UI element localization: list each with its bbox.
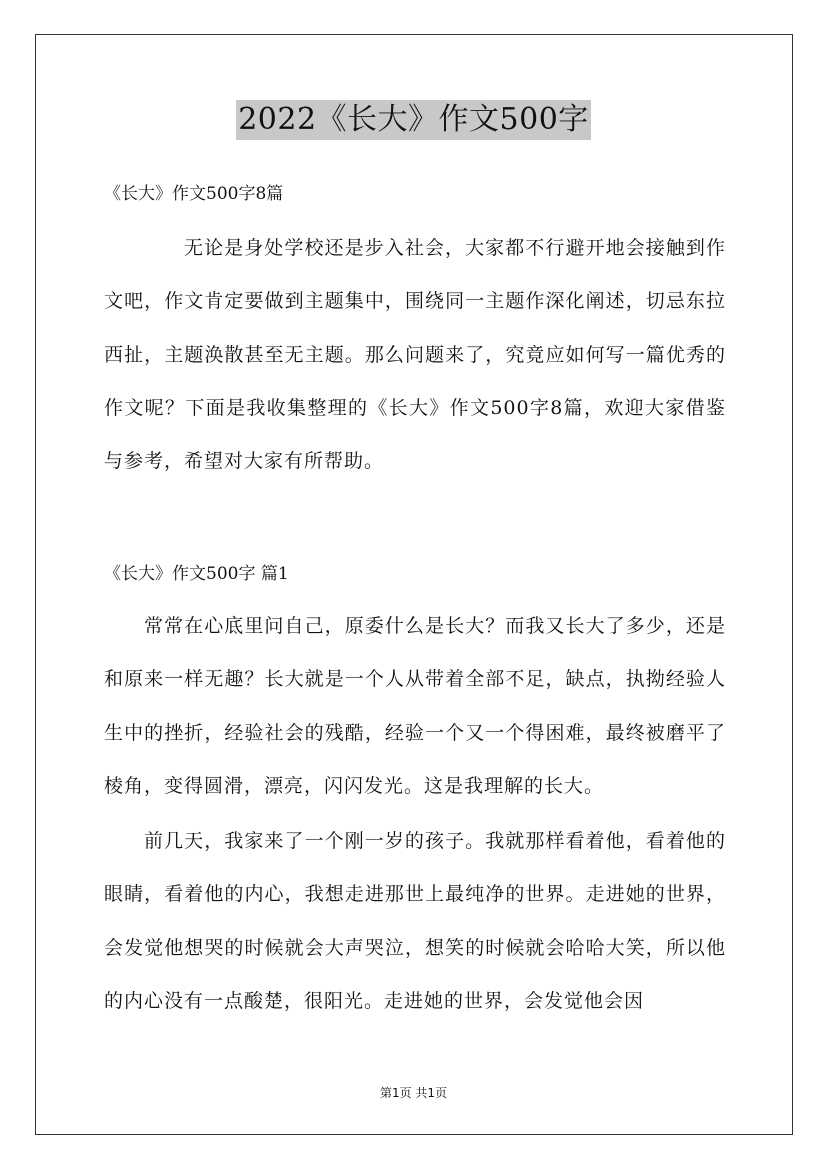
page-footer: 第1页 共1页 [379, 1086, 448, 1100]
body-paragraph-1: 常常在心底里问自己，原委什么是长大？而我又长大了多少，还是和原来一样无趣？长大就是一个人从带着全部不足，缺点，执拗经验人生中的挫折，经验社会的残酷，经验一个又一个得困难，最终被磨平了棱角，变得圆滑，漂亮，闪闪发光。这是我理解的长大。 [104, 615, 726, 797]
section-heading: 《长大》作文500字 篇1 [104, 564, 289, 584]
intro-paragraph: 无论是身处学校还是步入社会，大家都不行避开地会接触到作文吧，作文肯定要做到主题集中，围绕同一主题作深化阐述，切忌东拉西扯，主题涣散甚至无主题。那么问题来了，究竟应如何写一篇优秀的作文呢？下面是我收集整理的《长大》作文500字8篇，欢迎大家借鉴与参考，希望对大家有所帮助。 [104, 237, 726, 473]
document-title-wrapper [0, 100, 827, 140]
body-paragraph-2: 前几天，我家来了一个刚一岁的孩子。我就那样看着他，看着他的眼睛，看着他的内心，我想走进那世上最纯净的世界。走进她的世界，会发觉他想哭的时候就会大声哭泣，想笑的时候就会哈哈大笑，所以他的内心没有一点酸楚，很阳光。走进她的世界，会发觉他会因 [104, 830, 726, 1012]
document-title: 2022《长大》作文500字 [236, 100, 591, 140]
document-subtitle: 《长大》作文500字8篇 [104, 184, 284, 204]
